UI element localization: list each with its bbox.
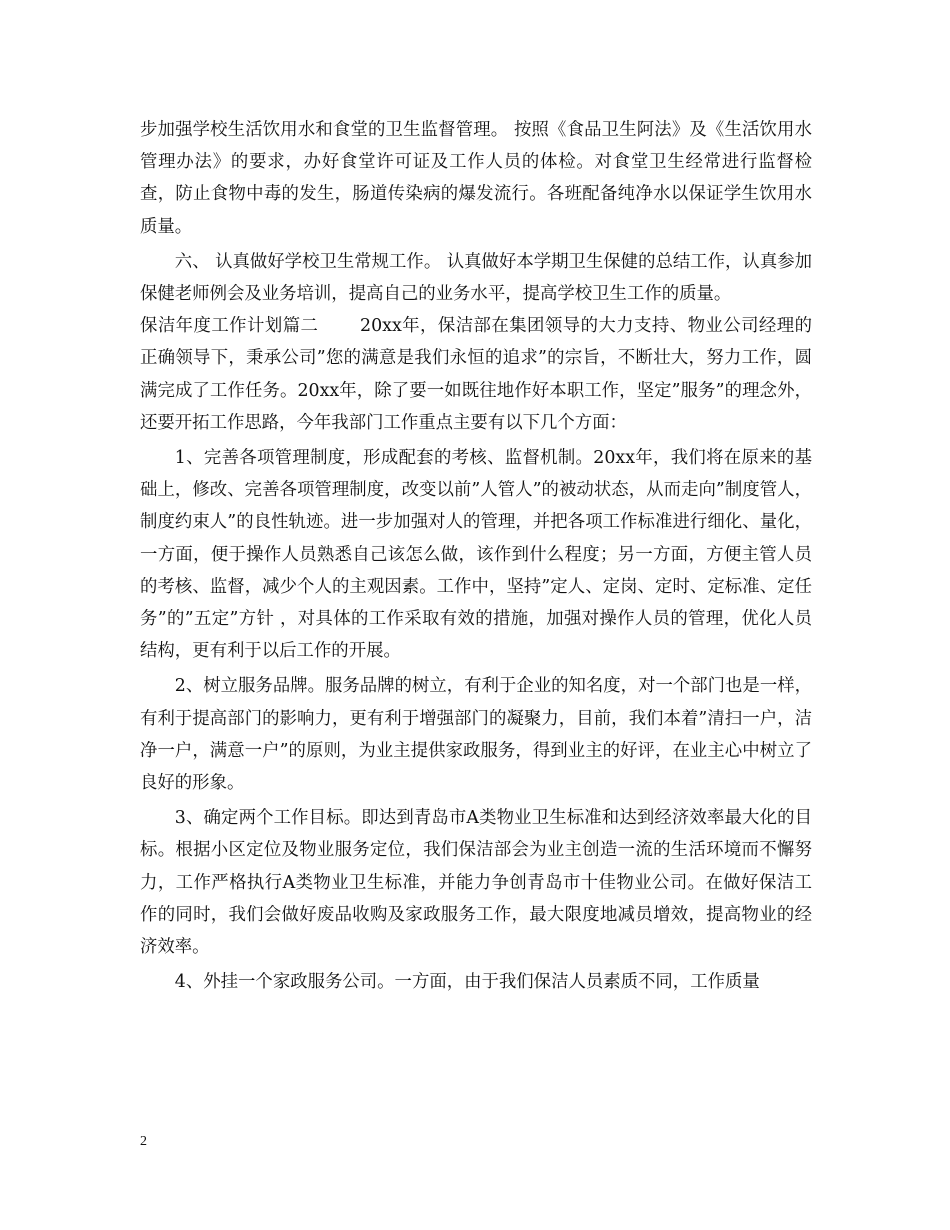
paragraph-item-2: 2、树立服务品牌。服务品牌的树立，有利于企业的知名度，对一个部门也是一样，有利于提高部门的影响力，更有利于增强部门的凝聚力，目前，我们本着”清扫一户，洁净一户，满意一户”的原则，为业主提供家政服务，得到业主的好评，在业主心中树立了良好的形象。 [140,676,812,794]
paragraph-section-six: 六、 认真做好学校卫生常规工作。 认真做好本学期卫生保健的总结工作，认真参加保健老师例会及业务培训，提高自己的业务水平，提高学校卫生工作的质量。 [140,251,812,305]
paragraph-item-1: 1、完善各项管理制度，形成配套的考核、监督机制。20xx年，我们将在原来的基础上，修改、完善各项管理制度，改变以前”人管人”的被动状态，从而走向”制度管人，制度约束人”的良性轨迹。进一步加强对人的管理，并把各项工作标准进行细化、量化，一方面，便于操作人员熟悉自己该怎么做，该作到什么程度；另一方面，方便主管人员的考核、监督，减少个人的主观因素。工作中，坚持”定人、定岗、定时、定标准、定任务”的”五定”方针 ，对具体的工作采取有效的措施，加强对操作人员的管理，优化人员结构，更有利于以后工作的开展。 [140,448,812,662]
paragraph-drinking-water: 步加强学校生活饮用水和食堂的卫生监督管理。 按照《食品卫生阿法》及《生活饮用水管理办法》的要求，办好食堂许可证及工作人员的体检。对食堂卫生经常进行监督检查，防止食物中毒的发生，肠道传染病的爆发流行。各班配备纯净水以保证学生饮用水质量。 [140,120,812,237]
paragraph-item-4: 4、外挂一个家政服务公司。一方面，由于我们保洁人员素质不同，工作质量 [174,972,760,993]
paragraph-plan-part-two: 保洁年度工作计划篇二 20xx年，保洁部在集团领导的大力支持、物业公司经理的正确领导下，秉承公司”您的满意是我们永恒的追求”的宗旨，不断壮大，努力工作，圆满完成了工作任务。20xx年，除了要一如既往地作好本职工作，坚定”服务”的理念外，还要开拓工作思路，今年我部门工作重点主要有以下几个方面： [140,316,812,433]
document-body [140,114,812,998]
paragraph-item-3: 3、确定两个工作目标。即达到青岛市A类物业卫生标准和达到经济效率最大化的目标。根据小区定位及物业服务定位，我们保洁部会为业主创造一流的生活环境而不懈努力，工作严格执行A类物业卫生标准，并能力争创青岛市十佳物业公司。在做好保洁工作的同时，我们会做好废品收购及家政服务工作，最大限度地减员增效，提高物业的经济效率。 [140,808,812,958]
page-number: 2 [140,1134,147,1149]
